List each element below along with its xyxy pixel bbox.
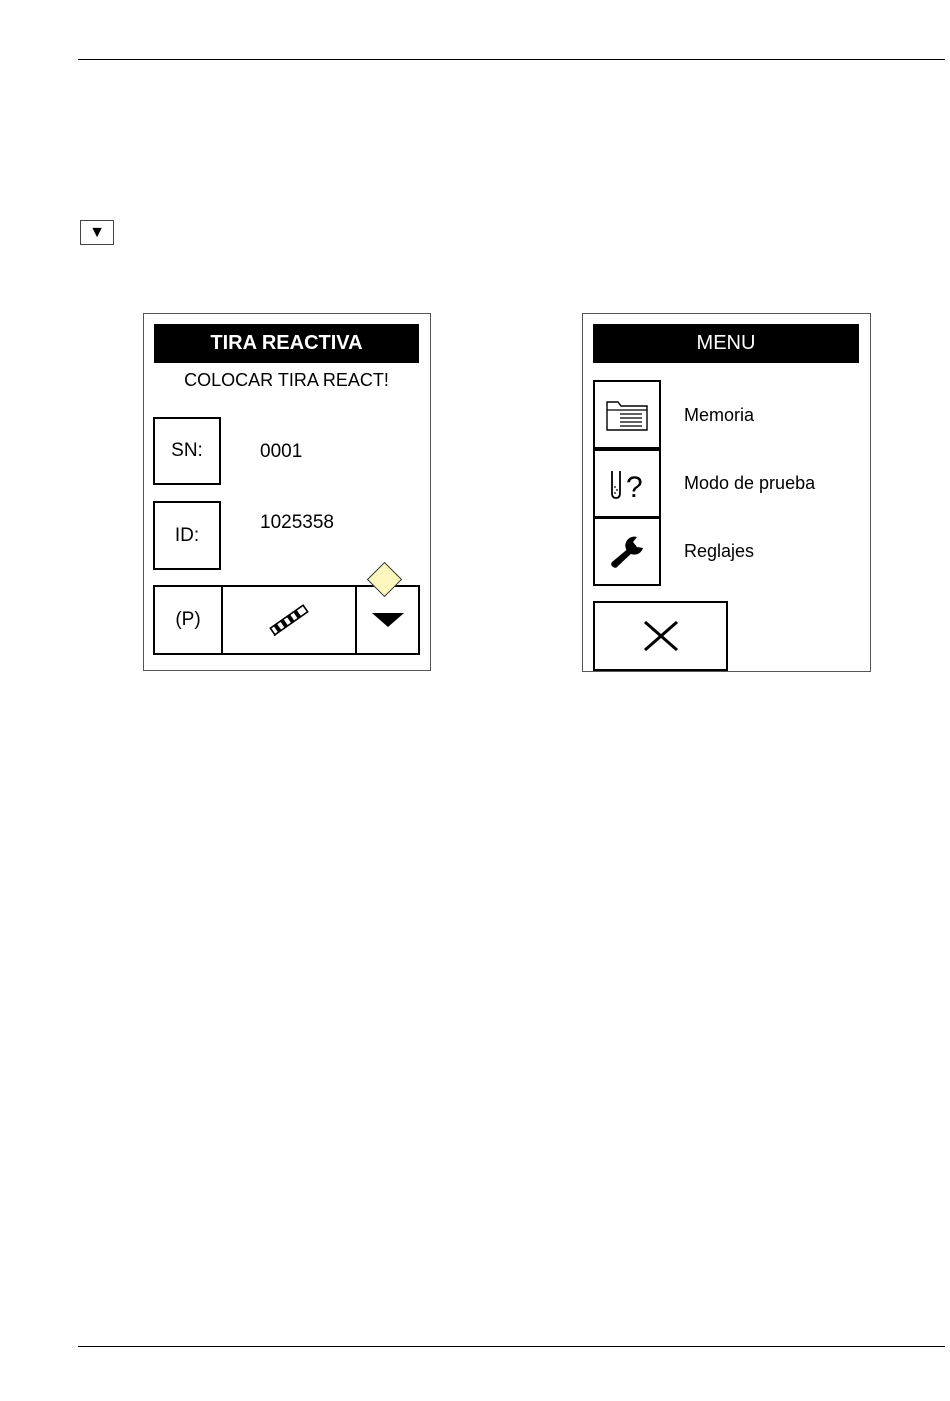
menu-screen: [582, 313, 871, 672]
svg-text:?: ?: [626, 470, 643, 503]
sn-label-box[interactable]: [153, 417, 221, 485]
footer-rule: [78, 1346, 945, 1347]
menu-item-memoria-button[interactable]: [593, 380, 661, 449]
menu-item-reglajes-label[interactable]: Reglajes: [684, 541, 755, 561]
menu-item-modo-prueba-button[interactable]: [593, 449, 661, 518]
test-strip-screen: [143, 313, 431, 671]
close-button[interactable]: [593, 601, 728, 671]
p-button-label: (P): [175, 609, 201, 630]
menu-item-modo-prueba-label[interactable]: Modo de prueba: [684, 473, 816, 493]
down-button[interactable]: [357, 587, 418, 653]
id-label: ID:: [174, 524, 200, 546]
menu-item-memoria-label[interactable]: Memoria: [684, 405, 755, 425]
bottom-button-bar: [153, 585, 420, 655]
down-triangle-icon: ▼: [89, 223, 105, 241]
screen-title: TIRA REACTIVA: [154, 324, 419, 363]
close-icon: [641, 618, 681, 654]
id-label-box[interactable]: [153, 501, 221, 570]
test-strip-icon: [267, 604, 311, 636]
test-tube-question-icon: [604, 465, 650, 503]
menu-item-reglajes-button[interactable]: [593, 517, 661, 586]
p-button[interactable]: [155, 587, 223, 653]
sn-label: SN:: [171, 440, 203, 461]
id-value: 1025358: [260, 512, 334, 533]
wrench-icon: [607, 534, 647, 570]
memory-folder-icon: [604, 396, 650, 434]
down-arrow-icon: [371, 610, 405, 630]
header-rule: [78, 59, 945, 60]
sn-value: 0001: [260, 441, 303, 462]
down-key-button[interactable]: [80, 220, 114, 245]
screen-subtitle: COLOCAR TIRA REACT!: [184, 370, 389, 390]
menu-title: MENU: [593, 324, 859, 363]
test-strip-button[interactable]: [223, 587, 357, 653]
